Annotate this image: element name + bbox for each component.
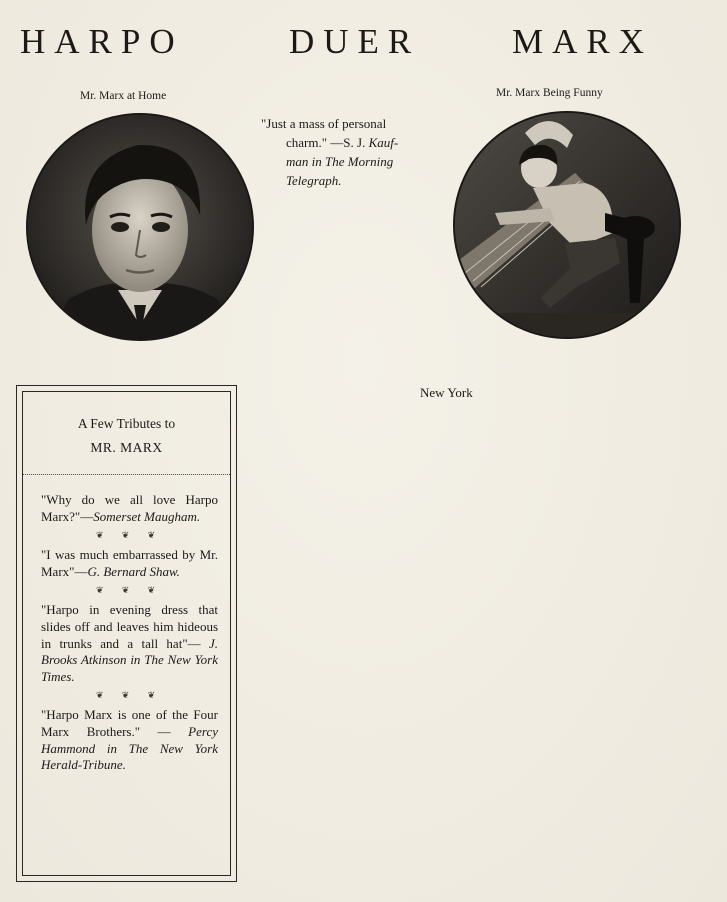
tribute-quote-text: "Why do we all love Harpo Marx?"— <box>41 492 218 524</box>
tribute-quote <box>41 492 218 525</box>
dotted-divider <box>23 474 230 475</box>
top-quote-line <box>261 133 441 152</box>
tribute-quote-text: "Harpo in evening dress that slides off and leaves him hideous in trunks and a tall hat"— <box>41 602 218 651</box>
title-word-duer: DUER <box>289 22 421 61</box>
top-quote <box>261 114 441 190</box>
title-word-marx: MARX <box>512 22 654 61</box>
tributes-subject: MR. MARX <box>90 440 163 455</box>
tribute-quote-text: "I was much embarrassed by Mr. Marx"— <box>41 547 218 579</box>
ornament-divider: ❦ ❦ ❦ <box>95 690 164 701</box>
ornament-divider: ❦ ❦ ❦ <box>95 585 164 596</box>
harpist-illustration <box>455 113 679 337</box>
top-quote-line: "Just a mass of personal <box>261 116 387 131</box>
portrait-photo <box>26 113 254 341</box>
tributes-box <box>16 385 237 882</box>
tribute-quotes <box>41 492 218 774</box>
tribute-quote-attribution: J. Brooks Atkinson in The New York Times. <box>41 635 218 684</box>
tribute-quote <box>41 547 218 580</box>
tribute-quote <box>41 602 218 685</box>
top-quote-text: charm." —S. J. <box>286 135 369 150</box>
tributes-heading: A Few Tributes to <box>77 416 176 431</box>
top-quote-line: man in The Morning <box>286 154 394 169</box>
tribute-quote-text: "Harpo Marx is one of the Four Marx Brothers." — <box>41 707 218 739</box>
ornament-divider: ❦ ❦ ❦ <box>95 530 164 541</box>
photo-caption-at-home: Mr. Marx at Home <box>80 90 167 102</box>
harp-photo <box>453 111 681 339</box>
title-word-harpo: HARPO <box>20 22 184 61</box>
tribute-quote-attribution: G. Bernard Shaw. <box>87 563 180 579</box>
city-label: New York <box>420 385 473 400</box>
top-quote-line: Telegraph. <box>286 173 342 188</box>
portrait-illustration <box>28 115 252 339</box>
tribute-quote-attribution: Percy Hammond in The New York Herald-Tribune. <box>41 723 218 773</box>
top-quote-attribution: Kauf- <box>368 135 399 150</box>
tributes-inner-frame <box>22 391 231 876</box>
photo-caption-being-funny: Mr. Marx Being Funny <box>496 87 603 99</box>
tribute-quote <box>41 707 218 773</box>
tribute-quote-attribution: Somerset Maugham. <box>93 508 201 524</box>
